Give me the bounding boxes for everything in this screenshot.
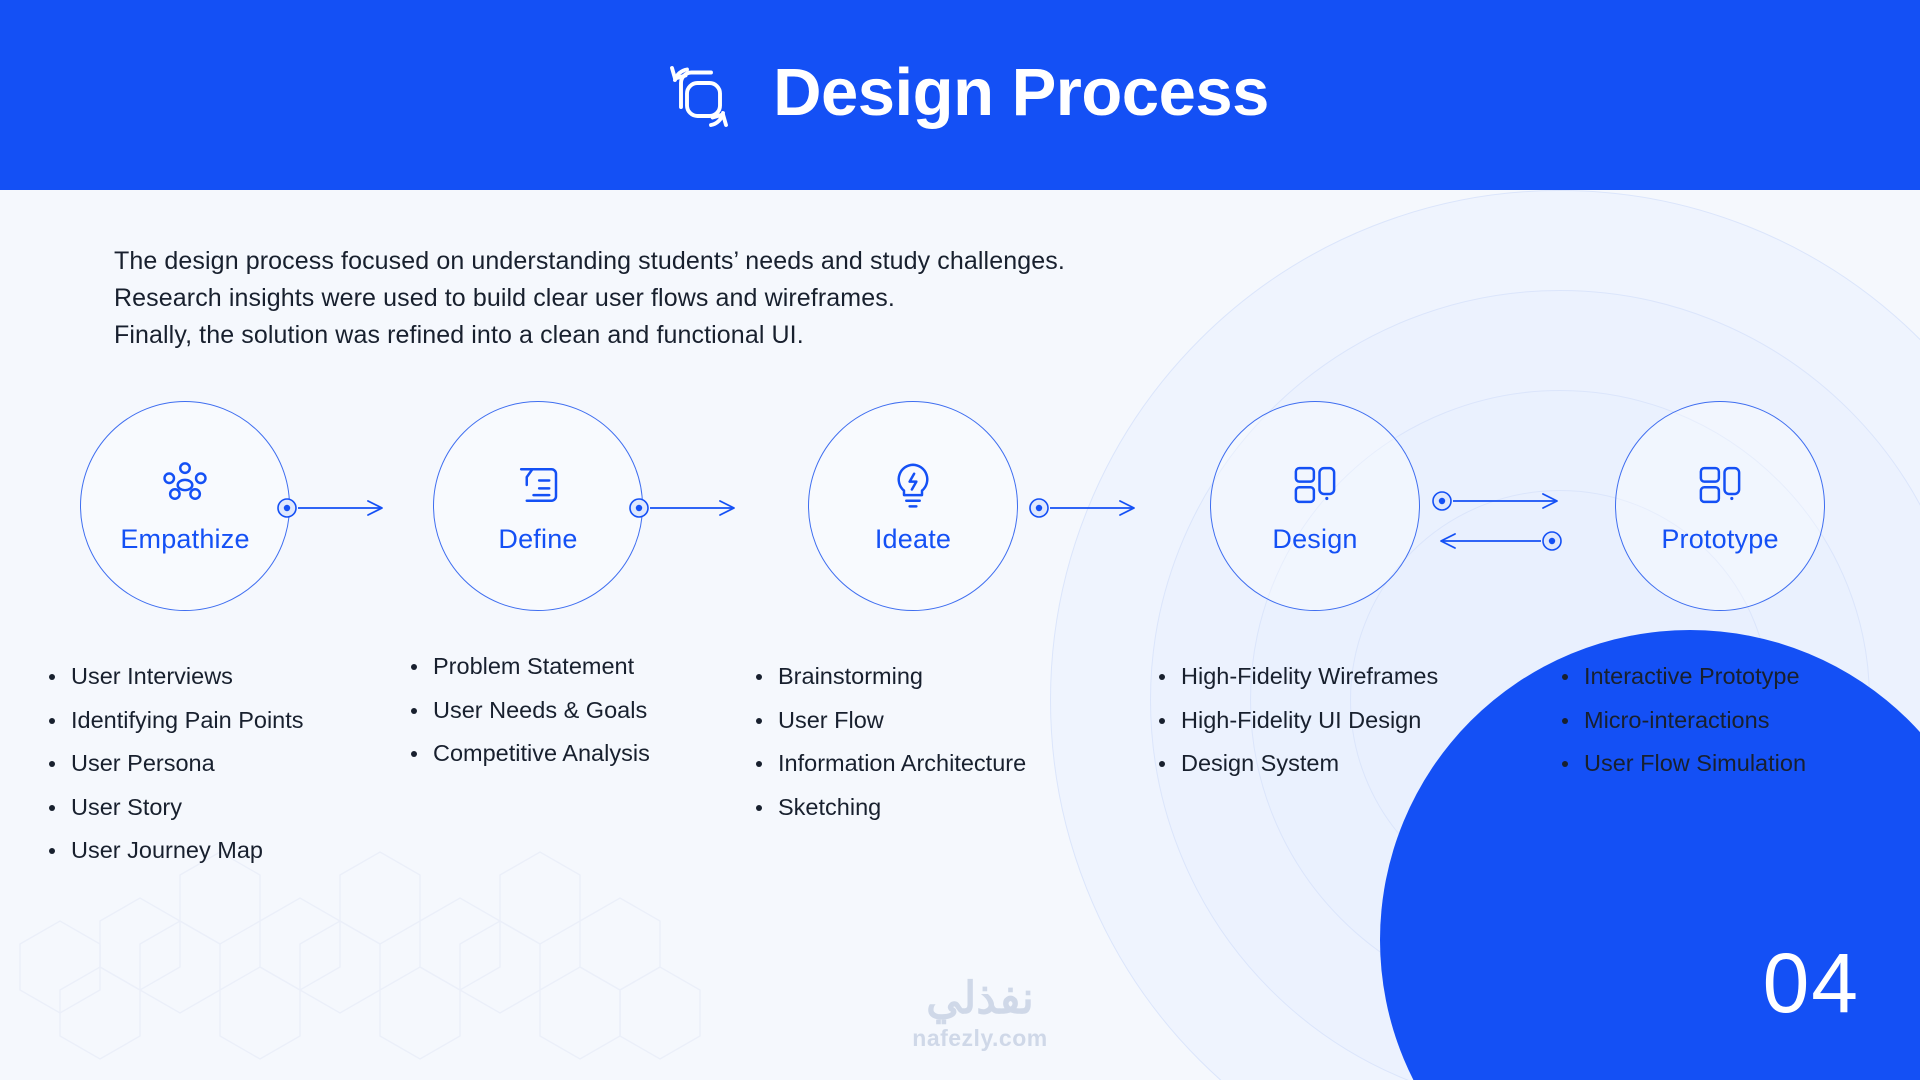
list-item: User Flow (752, 709, 1026, 733)
process-node-prototype[interactable] (1615, 401, 1825, 611)
watermark (855, 975, 1105, 1052)
layout-panels-icon (1288, 458, 1342, 512)
list-item: User Journey Map (45, 839, 304, 863)
list-item: Design System (1155, 752, 1438, 776)
list-item: Problem Statement (407, 655, 650, 679)
process-node-ideate[interactable] (808, 401, 1018, 611)
connector-empathize-define (270, 405, 450, 635)
list-item: User Interviews (45, 665, 304, 689)
process-node-label: Empathize (120, 523, 250, 554)
connector-define-ideate (622, 405, 802, 635)
list-item: Sketching (752, 796, 1026, 820)
list-item: Interactive Prototype (1558, 665, 1806, 689)
detail-column-ideate (752, 665, 1026, 839)
lightbulb-bolt-icon (886, 458, 940, 512)
intro-line-3: Finally, the solution was refined into a clean and functional UI. (114, 321, 804, 349)
document-funnel-icon (511, 458, 565, 512)
process-node-label: Ideate (874, 523, 952, 554)
list-item: User Persona (45, 752, 304, 776)
layout-panels-icon (1693, 458, 1747, 512)
process-node-label: Prototype (1661, 523, 1779, 554)
process-flow (0, 405, 1920, 635)
detail-column-design (1155, 665, 1438, 796)
list-item: User Flow Simulation (1558, 752, 1806, 776)
intro-paragraph (114, 243, 1065, 354)
connector-ideate-design (1022, 405, 1202, 635)
page-title: Design Process (773, 54, 1269, 130)
list-item: Competitive Analysis (407, 742, 650, 766)
process-node-define[interactable] (433, 401, 643, 611)
process-node-label: Define (498, 523, 578, 554)
list-item: Brainstorming (752, 665, 1026, 689)
detail-column-empathize (45, 665, 304, 883)
process-node-design[interactable] (1210, 401, 1420, 611)
detail-column-prototype (1558, 665, 1806, 796)
list-item: High-Fidelity UI Design (1155, 709, 1438, 733)
list-item: User Story (45, 796, 304, 820)
intro-line-1: The design process focused on understanding students’ needs and study challenges. (114, 247, 1065, 275)
watermark-arabic: نفذلي (926, 973, 1034, 1023)
process-node-empathize[interactable] (80, 401, 290, 611)
detail-column-define (407, 655, 650, 786)
page-number: 04 (1762, 936, 1860, 1030)
overlapping-rounded-squares-refresh-icon (651, 47, 747, 143)
slide-header (0, 0, 1920, 190)
users-group-icon (158, 458, 212, 512)
connector-design-prototype (1425, 405, 1625, 635)
watermark-latin: nafezly.com (912, 1025, 1048, 1051)
list-item: High-Fidelity Wireframes (1155, 665, 1438, 689)
process-node-label: Design (1272, 523, 1358, 554)
intro-line-2: Research insights were used to build clear user flows and wireframes. (114, 284, 895, 312)
list-item: Identifying Pain Points (45, 709, 304, 733)
list-item: Information Architecture (752, 752, 1026, 776)
list-item: User Needs & Goals (407, 699, 650, 723)
list-item: Micro-interactions (1558, 709, 1806, 733)
